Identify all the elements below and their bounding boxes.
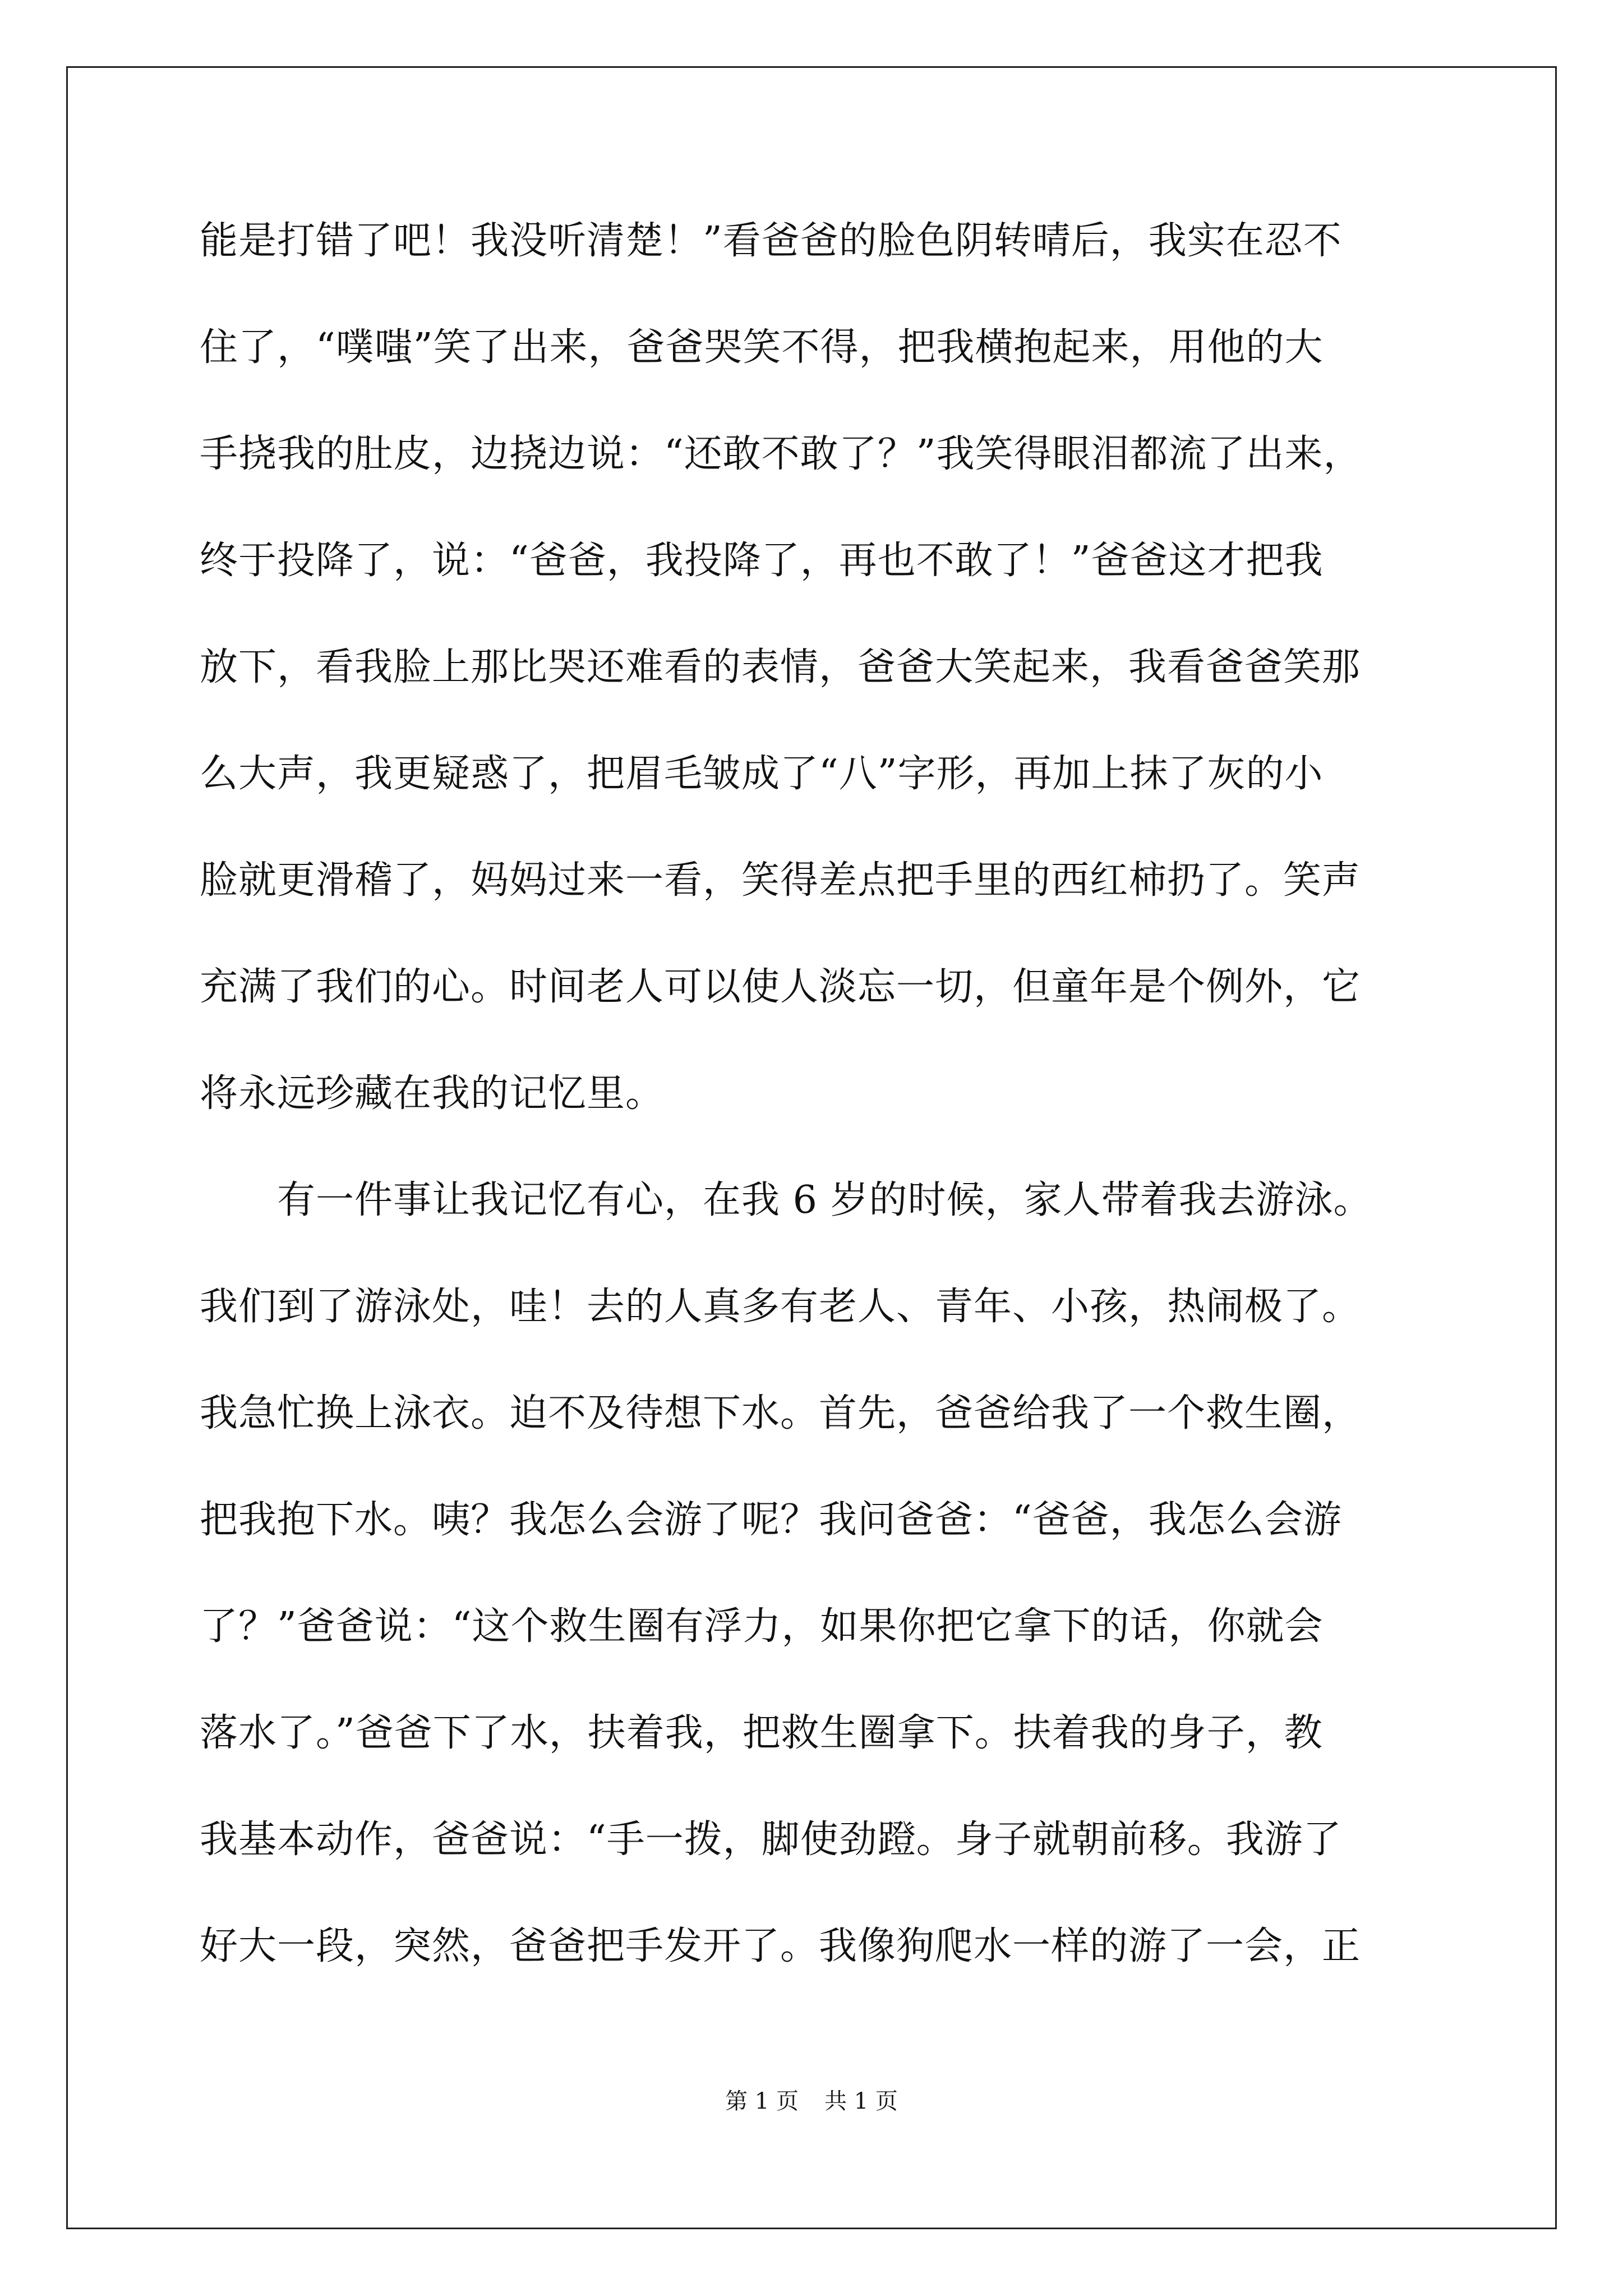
page-footer: [0, 2086, 1623, 2117]
text-line: 落水了。”爸爸下了水，扶着我，把救生圈拿下。扶着我的身子，教: [200, 1711, 1323, 1755]
text-line: 了？”爸爸说：“这个救生圈有浮力，如果你把它拿下的话，你就会: [200, 1604, 1324, 1649]
document-body: [200, 213, 1433, 2025]
text-line: 将永远珍藏在我的记忆里。: [200, 1071, 665, 1116]
text-line: 充满了我们的心。时间老人可以使人淡忘一切，但童年是个例外，它: [200, 965, 1361, 1009]
text-line: 终于投降了，说：“爸爸，我投降了，再也不敢了！”爸爸这才把我: [200, 539, 1324, 583]
text-line: 我们到了游泳处，哇！去的人真多有老人、青年、小孩，热闹极了。: [200, 1285, 1361, 1329]
text-line: 放下，看我脸上那比哭还难看的表情，爸爸大笑起来，我看爸爸笑那: [200, 645, 1361, 689]
text-line: 手挠我的肚皮，边挠边说：“还敢不敢了？”我笑得眼泪都流了出来，: [200, 432, 1362, 476]
page-number: 第 1 页: [725, 2088, 799, 2114]
text-line: 脸就更滑稽了，妈妈过来一看，笑得差点把手里的西红柿扔了。笑声: [200, 858, 1361, 903]
text-line: 把我抱下水。咦？我怎么会游了呢？我问爸爸：“爸爸，我怎么会游: [200, 1498, 1342, 1542]
text-line: 好大一段，突然，爸爸把手发开了。我像狗爬水一样的游了一会，正: [200, 1924, 1361, 1968]
page-count: 共 1 页: [824, 2088, 898, 2114]
text-line: 么大声，我更疑惑了，把眉毛皱成了“八”字形，再加上抹了灰的小: [200, 752, 1324, 796]
paragraph-first-line: 有一件事让我记忆有心，在我 6 岁的时候，家人带着我去游泳。: [277, 1178, 1372, 1222]
text-line: 住了，“噗嗤”笑了出来，爸爸哭笑不得，把我横抱起来，用他的大: [200, 325, 1324, 370]
text-line: 能是打错了吧！我没听清楚！”看爸爸的脸色阴转晴后，我实在忍不: [200, 219, 1342, 263]
text-line: 我急忙换上泳衣。迫不及待想下水。首先，爸爸给我了一个救生圈，: [200, 1391, 1361, 1435]
text-line: 我基本动作，爸爸说：“手一拨，脚使劲蹬。身子就朝前移。我游了: [200, 1818, 1342, 1862]
